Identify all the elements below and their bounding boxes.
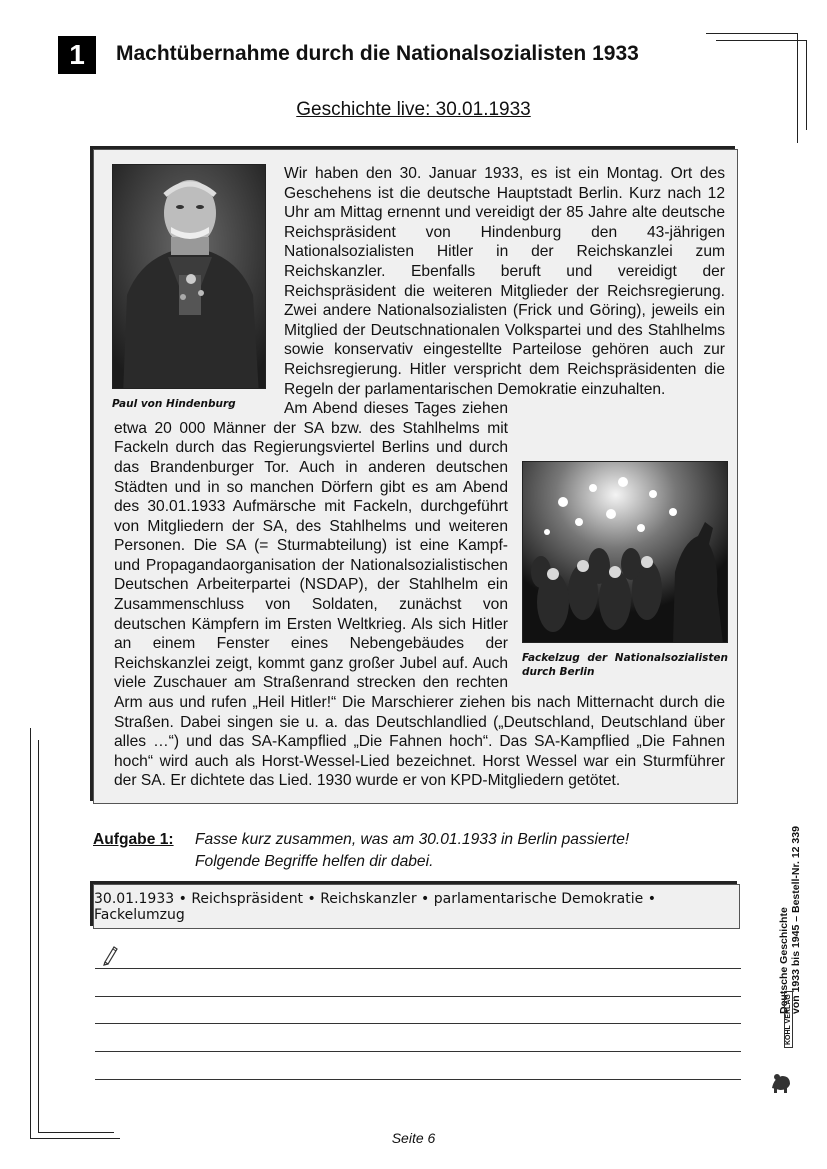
hindenburg-photo (112, 164, 266, 389)
chapter-number: 1 (69, 39, 85, 70)
chapter-number-badge (58, 36, 96, 74)
series-order-number: von 1933 bis 1945 – Bestell-Nr. 12 339 (790, 826, 802, 1014)
frame-line-left-inner (38, 740, 39, 1132)
torchlight-photo (522, 461, 728, 643)
publisher-logo-icon (768, 1068, 794, 1094)
task-label: Aufgabe 1: (93, 831, 174, 848)
task-instruction-line-2: Folgende Begriffe helfen dir dabei. (195, 853, 434, 870)
series-info (778, 826, 802, 1014)
writing-line-4[interactable] (95, 1051, 741, 1052)
frame-line-right (797, 33, 798, 143)
torchlight-procession-illustration (523, 462, 728, 643)
keyword-box (93, 884, 740, 929)
writing-line-1[interactable] (95, 968, 741, 969)
torchlight-figure (522, 461, 728, 683)
writing-line-3[interactable] (95, 1023, 741, 1024)
hindenburg-caption: Paul von Hindenburg (112, 398, 236, 410)
hindenburg-portrait-illustration (113, 165, 266, 389)
frame-line-top-right (706, 33, 798, 34)
story-text (112, 164, 728, 791)
task-instruction-line-1: Fasse kurz zusammen, was am 30.01.1933 in Berlin passierte! (195, 831, 630, 848)
series-title: Deutsche Geschichte (778, 907, 790, 1014)
task-instructions (195, 829, 629, 873)
story-paragraph-2: Am Abend dieses Tages ziehen etwa 20 000 Männer der SA bzw. des Stahlhelms mit Fackeln durch das Regierungsviertel Berlins und durch das Brandenburger Tor. Auch in anderen deutschen Städten und in so manchen Dörfern gibt es am Abend des 30.01.1933 Aufmärsche mit Fackeln, durchgeführt von Mitgliedern der SA, des Stahlhelms und weiteren Personen. Die SA (= Sturmabteilung) ist eine Kampf- und Propagandaorganisation der Nationalsozialistischen Deutschen Arbeiterpartei (NSDAP), der Stahlhelm ein Zusammenschluss von Soldaten, zunächst von deutschen Kämpfern im Ersten Weltkrieg. Als sich Hitler an einem Fenster eines Nebengebäudes der Reichskanzlei zeigt, kommt ganz großer Jubel auf. Auch viele Zuschauer am Straßenrand strecken den rechten Arm aus und rufen „Heil Hitler!“ Die Marschierer ziehen bis nach Mitternacht durch die Straßen. Dabei singen sie u. a. das Deutschlandlied („Deutschland, Deutschland über alles …“) und das SA-Kampflied „Die Fahnen hoch“. Das SA-Kampflied „Die Fahnen hoch“ wird auch als Horst-Wessel-Lied bezeichnet. Horst Wessel war ein Sturmführer der SA. Er dichtete das Lied. 1930 wurde er von KPD-Mitgliedern getötet. (114, 400, 725, 790)
writing-line-2[interactable] (95, 996, 741, 997)
story-paragraph-1: Wir haben den 30. Januar 1933, es ist ein Montag. Ort des Geschehens ist die deutsche Hauptstadt Berlin. Kurz nach 12 Uhr am Mittag ernennt und vereidigt der 85 Jahre alte deutsche Reichspräsident von Hindenburg den 43-jährigen Nationalsozialisten Hitler in der Reichskanzlei zum Reichskanzler. Ebenfalls beruft und vereidigt der Reichspräsident die weiteren Mitglieder der Reichsregierung. Zwei andere Nationalsozialisten (Frick und Göring), jeweils ein Mitglied der Deutschnationalen Volkspartei und des Stahlhelms sowie konservativ eingestellte Parteilose gehören auch zur Reichsregierung. Hitler verspricht dem Reichspräsidenten die Regeln der parlamentarischen Demokratie einzuhalten. (284, 165, 725, 398)
writing-line-5[interactable] (95, 1079, 741, 1080)
frame-line-left (30, 728, 31, 1138)
page-subtitle: Geschichte live: 30.01.1933 (296, 99, 531, 120)
torchlight-caption: Fackelzug der Nationalsozialisten durch Berlin (522, 652, 728, 679)
pencil-icon (102, 944, 118, 966)
publisher-label: KOHL VERLAG (784, 991, 793, 1048)
story-box (93, 149, 738, 804)
hindenburg-figure (112, 164, 266, 411)
page-number: Seite 6 (391, 1130, 436, 1146)
frame-line-top-right-inner (716, 40, 806, 41)
page-title: Machtübernahme durch die Nationalsozialisten 1933 (116, 42, 639, 65)
keyword-list: 30.01.1933 • Reichspräsident • Reichskanzler • parlamentarische Demokratie • Fackelumzug (94, 890, 656, 923)
